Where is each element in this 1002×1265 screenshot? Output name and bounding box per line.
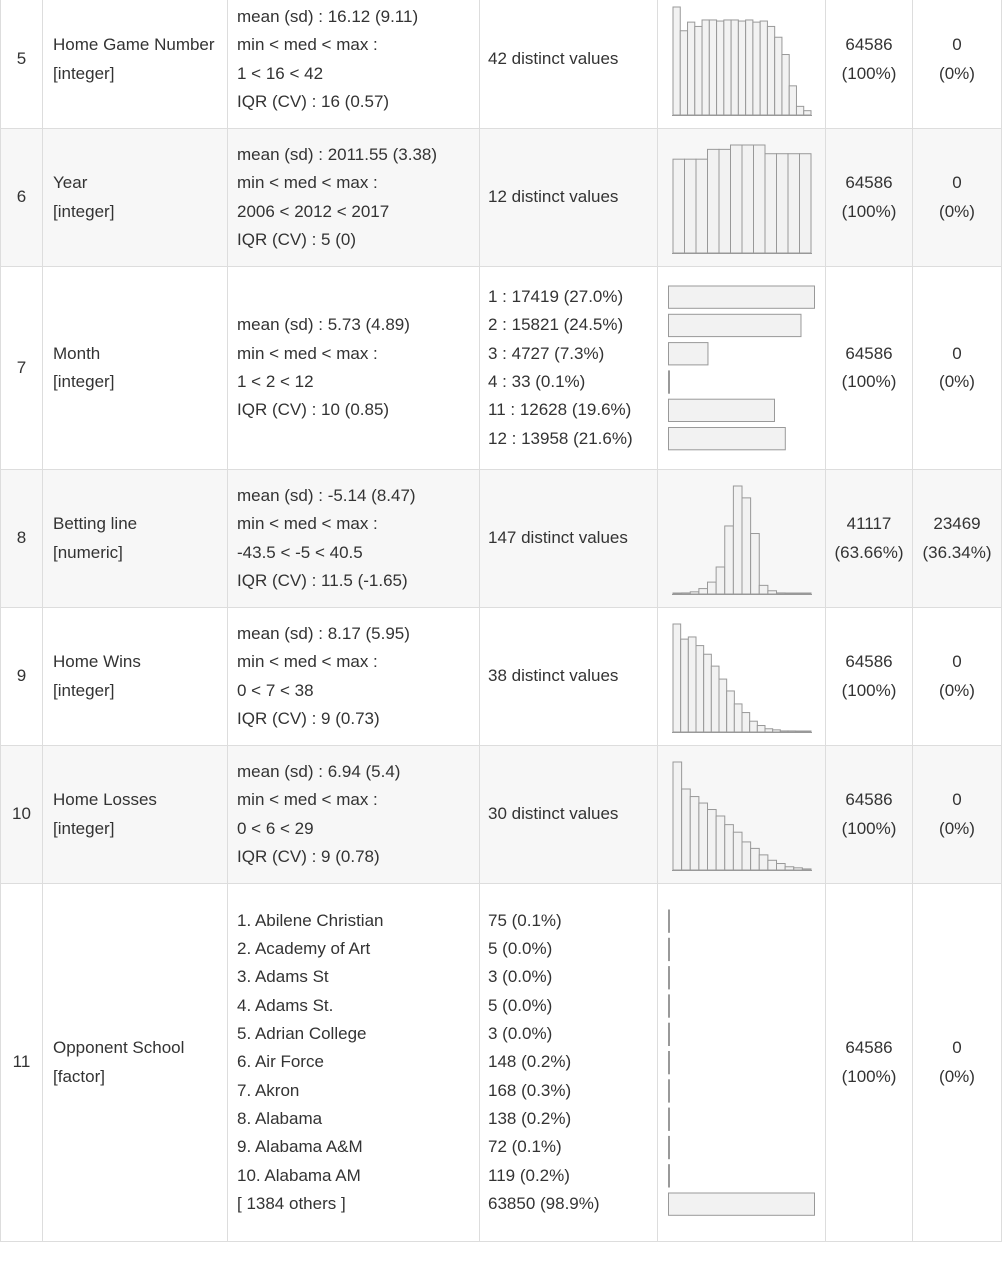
frequency-bar — [668, 910, 669, 932]
cell-line: 7. Akron — [237, 1080, 300, 1100]
cell-line: 0 — [952, 173, 962, 193]
histogram-bar — [760, 21, 767, 115]
histogram-bar — [684, 159, 696, 253]
histogram-bar — [716, 567, 725, 594]
frequency-bar — [668, 286, 814, 308]
histogram-bar — [734, 703, 742, 731]
histogram-bar — [719, 149, 731, 253]
cell-line: 1 < 16 < 42 — [237, 63, 324, 83]
cell-line: 0 — [952, 343, 962, 363]
variable-name: Year — [53, 173, 88, 193]
histogram-bar — [796, 106, 803, 115]
row-number: 10 — [1, 746, 43, 884]
graph-cell — [658, 608, 826, 746]
row-number: 5 — [1, 0, 43, 129]
row-number: 9 — [1, 608, 43, 746]
cell-line: (0%) — [939, 680, 975, 700]
table-row — [1, 267, 1002, 470]
histogram-bar — [673, 159, 685, 253]
cell-line: 138 (0.2%) — [488, 1108, 572, 1128]
freqs-cell — [480, 267, 658, 470]
histogram-bar — [707, 582, 716, 594]
missing-cell — [913, 267, 1002, 470]
histogram-bar — [799, 153, 811, 252]
frequency-bar — [668, 1193, 814, 1215]
histogram-bar — [749, 721, 757, 732]
frequency-bar — [668, 371, 669, 393]
valid-cell — [826, 608, 913, 746]
histogram-bar — [723, 19, 730, 114]
histogram-bar — [733, 832, 742, 870]
cell-line: 72 (0.1%) — [488, 1137, 562, 1157]
cell-line: [ 1384 others ] — [237, 1193, 346, 1213]
histogram-bar — [789, 85, 796, 114]
cell-line: (0%) — [939, 63, 975, 83]
stats-cell — [228, 746, 480, 884]
summary-table-body — [1, 0, 1002, 1242]
missing-cell — [913, 608, 1002, 746]
histogram-bar — [673, 7, 680, 115]
valid-cell — [826, 746, 913, 884]
cell-line: (100%) — [841, 63, 897, 83]
histogram-bar — [733, 486, 742, 594]
cell-line: 12 distinct values — [488, 187, 619, 207]
cell-line: 4 : 33 (0.1%) — [488, 372, 586, 391]
cell-line: IQR (CV) : 9 (0.73) — [237, 708, 380, 728]
cell-line: mean (sd) : 2011.55 (3.38) — [237, 144, 438, 164]
cell-line: 75 (0.1%) — [488, 910, 562, 930]
cell-line: (100%) — [841, 680, 897, 700]
cell-line: 119 (0.2%) — [488, 1165, 570, 1185]
variable-name: Opponent School — [53, 1038, 185, 1058]
missing-cell — [913, 129, 1002, 267]
freqs-cell — [480, 129, 658, 267]
cell-line: min < med < max : — [237, 35, 378, 55]
cell-line: (100%) — [841, 1066, 897, 1086]
histogram-bar — [742, 712, 750, 731]
histogram-bar — [802, 868, 811, 869]
cell-line: min < med < max : — [237, 173, 378, 193]
histogram-bar — [690, 591, 699, 593]
histogram-bar — [694, 26, 701, 115]
missing-cell — [913, 884, 1002, 1242]
histogram-bar — [742, 145, 754, 253]
graph-cell — [658, 470, 826, 608]
histogram-bar — [772, 729, 780, 731]
frequency-bar — [668, 399, 774, 421]
cell-line: 147 distinct values — [488, 528, 628, 548]
valid-cell — [826, 0, 913, 129]
histogram-bar — [759, 854, 768, 869]
missing-cell — [913, 470, 1002, 608]
histogram-bar — [793, 867, 802, 869]
cell-line: 3 (0.0%) — [488, 967, 553, 987]
histogram-bar — [803, 110, 810, 114]
graph-cell — [658, 0, 826, 129]
histogram-bar — [757, 725, 765, 731]
frequency-bar — [668, 314, 800, 336]
missing-cell — [913, 0, 1002, 129]
variable-type: [factor] — [53, 1066, 105, 1086]
freqs-cell — [480, 470, 658, 608]
cell-line: min < med < max : — [237, 514, 378, 534]
variable-cell — [43, 746, 228, 884]
frequency-bar — [668, 428, 785, 450]
cell-line: mean (sd) : 5.73 (4.89) — [237, 315, 410, 335]
frequency-bar — [668, 1108, 669, 1130]
histogram-bar — [750, 848, 759, 870]
graph-cell — [658, 746, 826, 884]
histogram-bar — [696, 159, 708, 253]
histogram-bar — [680, 639, 688, 732]
cell-line: 11 : 12628 (19.6%) — [488, 400, 632, 420]
cell-line: 42 distinct values — [488, 49, 619, 69]
variable-type: [integer] — [53, 818, 115, 838]
cell-line: 0 < 7 < 38 — [237, 680, 314, 700]
stats-cell — [228, 267, 480, 470]
cell-line: 3 (0.0%) — [488, 1024, 553, 1044]
histogram-bar — [765, 153, 777, 252]
histogram-bar — [767, 26, 774, 115]
valid-cell — [826, 470, 913, 608]
histogram-bar — [802, 593, 811, 594]
variable-name: Month — [53, 343, 101, 363]
stats-cell — [228, 129, 480, 267]
variable-name: Betting line — [53, 514, 138, 534]
frequency-bar — [668, 343, 707, 365]
histogram-bar — [795, 731, 803, 732]
cell-line: (0%) — [939, 372, 975, 391]
histogram-bar — [788, 730, 796, 731]
cell-line: 3 : 4727 (7.3%) — [488, 343, 605, 363]
cell-line: 41117 — [846, 514, 892, 534]
variable-type: [integer] — [53, 372, 115, 391]
cell-line: -43.5 < -5 < 40.5 — [237, 542, 363, 562]
cell-line: 6. Air Force — [237, 1052, 324, 1072]
cell-line: 8. Alabama — [237, 1108, 323, 1128]
cell-line: (100%) — [841, 818, 897, 838]
variable-cell — [43, 129, 228, 267]
histogram-bar — [688, 636, 696, 731]
stats-cell — [228, 608, 480, 746]
graph-cell — [658, 267, 826, 470]
stats-cell — [228, 0, 480, 129]
cell-line: 4. Adams St. — [237, 995, 334, 1015]
frequency-bar — [668, 1080, 669, 1102]
variable-name: Home Wins — [53, 652, 141, 672]
histogram-bar — [719, 679, 727, 732]
cell-line: 23469 — [933, 514, 981, 534]
histogram — [672, 142, 812, 254]
cell-line: 38 distinct values — [488, 666, 619, 686]
cell-line: 12 : 13958 (21.6%) — [488, 428, 633, 448]
cell-line: mean (sd) : 8.17 (5.95) — [237, 623, 410, 643]
cell-line: 1. Abilene Christian — [237, 910, 384, 930]
cell-line: min < med < max : — [237, 652, 378, 672]
cell-line: (0%) — [939, 1066, 975, 1086]
variable-type: [integer] — [53, 63, 115, 83]
histogram-bar — [742, 841, 751, 869]
histogram — [672, 4, 812, 116]
cell-line: IQR (CV) : 9 (0.78) — [237, 846, 380, 866]
histogram-bar — [774, 37, 781, 115]
histogram-bar — [690, 796, 699, 869]
histogram-bar — [687, 22, 694, 115]
freqs-cell — [480, 608, 658, 746]
cell-line: 0 — [952, 790, 962, 810]
cell-line: (63.66%) — [834, 542, 904, 562]
histogram-bar — [788, 153, 800, 252]
histogram-bar — [703, 654, 711, 732]
cell-line: 64586 — [845, 173, 893, 193]
histogram-bar — [803, 731, 811, 732]
cell-line: IQR (CV) : 10 (0.85) — [237, 400, 390, 420]
cell-line: 63850 (98.9%) — [488, 1193, 600, 1213]
histogram-bar — [767, 860, 776, 870]
histogram-bar — [673, 624, 681, 732]
table-row — [1, 129, 1002, 267]
histogram-bar — [730, 145, 742, 253]
frequency-bar — [668, 967, 669, 989]
cell-line: 3. Adams St — [237, 967, 329, 987]
cell-line: mean (sd) : 16.12 (9.11) — [237, 6, 419, 26]
freqs-cell — [480, 884, 658, 1242]
histogram-bar — [776, 863, 785, 869]
cell-line: (100%) — [841, 201, 897, 221]
cell-line: (100%) — [841, 372, 897, 391]
cell-line: 2006 < 2012 < 2017 — [237, 201, 390, 221]
stats-cell — [228, 884, 480, 1242]
cell-line: 64586 — [845, 35, 893, 55]
frequency-bar — [668, 1136, 669, 1158]
histogram-bar — [709, 19, 716, 114]
frequency-bars — [667, 907, 817, 1218]
cell-line: (0%) — [939, 201, 975, 221]
variable-name: Home Losses — [53, 790, 157, 810]
histogram-bar — [673, 593, 682, 594]
histogram-bar — [781, 54, 788, 114]
histogram-bar — [696, 645, 704, 731]
histogram-bar — [711, 666, 719, 732]
histogram-bar — [776, 592, 785, 593]
valid-cell — [826, 267, 913, 470]
frequency-bar — [668, 1023, 669, 1045]
variable-cell — [43, 884, 228, 1242]
cell-line: mean (sd) : 6.94 (5.4) — [237, 761, 401, 781]
histogram-bar — [681, 789, 690, 870]
histogram-bar — [785, 866, 794, 869]
cell-line: 2 : 15821 (24.5%) — [488, 315, 624, 335]
cell-line: min < med < max : — [237, 343, 378, 363]
table-row — [1, 0, 1002, 129]
histogram-bar — [680, 30, 687, 114]
histogram-bar — [776, 153, 788, 252]
histogram-bar — [716, 21, 723, 115]
histogram — [672, 621, 812, 733]
histogram-bar — [707, 149, 719, 253]
cell-line: IQR (CV) : 16 (0.57) — [237, 91, 390, 111]
cell-line: (0%) — [939, 818, 975, 838]
histogram-bar — [738, 21, 745, 115]
cell-line: 168 (0.3%) — [488, 1080, 572, 1100]
histogram-bar — [698, 588, 707, 593]
histogram-bar — [716, 816, 725, 870]
histogram-bar — [707, 809, 716, 869]
histogram-bar — [780, 730, 788, 731]
row-number: 8 — [1, 470, 43, 608]
variable-name: Home Game Number — [53, 35, 215, 55]
cell-line: (36.34%) — [922, 542, 992, 562]
histogram-bar — [731, 19, 738, 114]
variable-type: [numeric] — [53, 542, 123, 562]
histogram-bar — [785, 593, 794, 594]
histogram — [672, 483, 812, 595]
missing-cell — [913, 746, 1002, 884]
cell-line: 1 < 2 < 12 — [237, 372, 314, 391]
frequency-bar — [668, 938, 669, 960]
cell-line: IQR (CV) : 5 (0) — [237, 229, 357, 249]
histogram-bar — [753, 145, 765, 253]
variable-cell — [43, 470, 228, 608]
cell-line: IQR (CV) : 11.5 (-1.65) — [237, 570, 408, 590]
cell-line: 2. Academy of Art — [237, 939, 371, 959]
variable-cell — [43, 608, 228, 746]
histogram-bar — [742, 497, 751, 593]
frequency-bar — [668, 1052, 669, 1074]
freqs-cell — [480, 0, 658, 129]
cell-line: 0 — [952, 35, 962, 55]
table-row — [1, 470, 1002, 608]
graph-cell — [658, 884, 826, 1242]
histogram-bar — [793, 593, 802, 594]
histogram-bar — [726, 690, 734, 731]
histogram-bar — [750, 533, 759, 593]
cell-line: 5. Adrian College — [237, 1024, 367, 1044]
variable-cell — [43, 267, 228, 470]
cell-line: 1 : 17419 (27.0%) — [488, 287, 624, 307]
cell-line: 64586 — [845, 652, 893, 672]
histogram-bar — [752, 22, 759, 115]
histogram-bar — [702, 19, 709, 114]
valid-cell — [826, 129, 913, 267]
valid-cell — [826, 884, 913, 1242]
histogram — [672, 759, 812, 871]
histogram-bar — [767, 590, 776, 593]
variable-type: [integer] — [53, 680, 115, 700]
cell-line: 9. Alabama A&M — [237, 1137, 363, 1157]
cell-line: 64586 — [845, 1038, 893, 1058]
histogram-bar — [681, 592, 690, 593]
cell-line: 5 (0.0%) — [488, 939, 553, 959]
cell-line: mean (sd) : -5.14 (8.47) — [237, 485, 416, 505]
cell-line: 64586 — [845, 790, 893, 810]
cell-line: 0 — [952, 652, 962, 672]
graph-cell — [658, 129, 826, 267]
histogram-bar — [759, 585, 768, 594]
histogram-bar — [765, 728, 773, 731]
row-number: 6 — [1, 129, 43, 267]
cell-line: 10. Alabama AM — [237, 1165, 361, 1185]
frequency-bars — [667, 283, 817, 453]
table-row — [1, 884, 1002, 1242]
row-number: 11 — [1, 884, 43, 1242]
variable-type: [integer] — [53, 201, 115, 221]
histogram-bar — [724, 824, 733, 869]
cell-line: 148 (0.2%) — [488, 1052, 572, 1072]
histogram-bar — [724, 525, 733, 593]
stats-cell — [228, 470, 480, 608]
freqs-cell — [480, 746, 658, 884]
cell-line: 64586 — [845, 343, 893, 363]
frequency-bar — [668, 1165, 669, 1187]
row-number: 7 — [1, 267, 43, 470]
frequency-bar — [668, 995, 669, 1017]
histogram-bar — [745, 19, 752, 114]
histogram-bar — [673, 762, 682, 870]
table-row — [1, 608, 1002, 746]
cell-line: 30 distinct values — [488, 804, 619, 824]
histogram-bar — [698, 803, 707, 870]
cell-line: 5 (0.0%) — [488, 995, 553, 1015]
variable-cell — [43, 0, 228, 129]
table-row — [1, 746, 1002, 884]
cell-line: 0 — [952, 1038, 962, 1058]
cell-line: 0 < 6 < 29 — [237, 818, 314, 838]
cell-line: min < med < max : — [237, 790, 378, 810]
